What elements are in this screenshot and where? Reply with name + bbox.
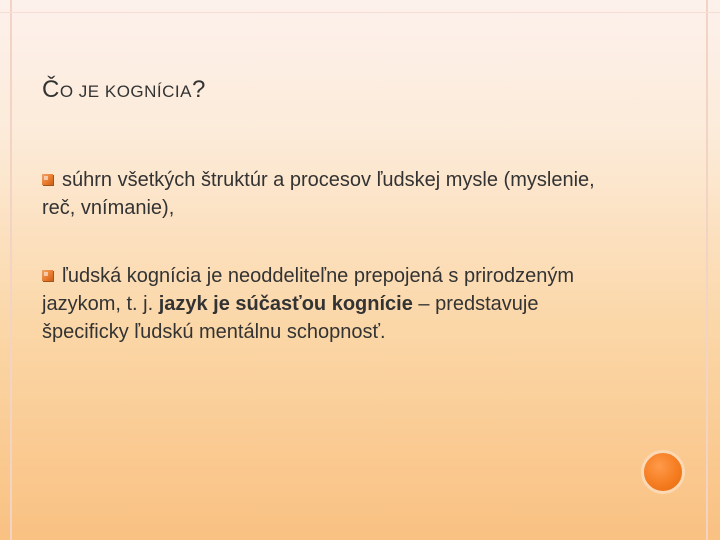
bullet-item-1 — [42, 166, 602, 222]
orange-circle-icon — [641, 450, 685, 494]
bullet-2-bold-text: jazyk je súčasťou kognície — [158, 293, 413, 315]
title-small-caps: O JE KOGNÍCIA — [59, 82, 192, 101]
square-bullet-icon — [42, 174, 53, 185]
bullet-1-text: súhrn všetkých štruktúr a procesov ľudskej mysle (myslenie, reč, vnímanie), — [42, 169, 595, 219]
bullet-2-text-before-bold: ľudská kognícia je neoddeliteľne prepojená s prirodzeným jazykom, t. j. — [42, 265, 574, 315]
title-question-mark: ? — [191, 76, 206, 103]
square-bullet-icon — [42, 270, 53, 281]
frame-left-line — [10, 0, 12, 540]
bullet-item-2 — [42, 262, 602, 346]
frame-right-line — [706, 0, 708, 540]
slide-title — [42, 76, 206, 104]
title-first-letter: Č — [42, 76, 60, 103]
bullet-2-text-after-bold: – predstavuje špecificky ľudskú mentálnu schopnosť. — [42, 293, 539, 343]
frame-top-line — [0, 12, 720, 13]
